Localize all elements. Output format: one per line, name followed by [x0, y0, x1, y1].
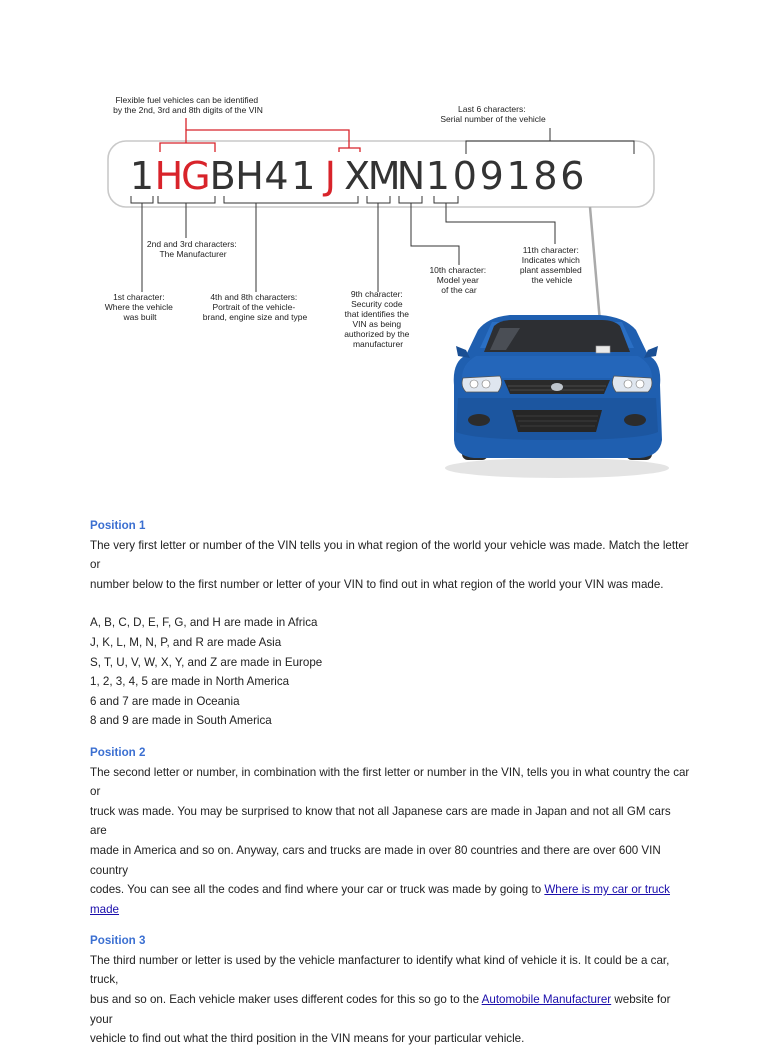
section-position-1 — [90, 516, 690, 731]
region-item: A, B, C, D, E, F, G, and H are made in Africa — [90, 616, 318, 630]
heading-position-2: Position 2 — [90, 745, 146, 759]
label-11th: 11th character: Indicates which plant assembled the vehicle — [519, 245, 582, 285]
region-item: 8 and 9 are made in South America — [90, 714, 272, 728]
vin-char: G — [181, 154, 211, 198]
vin-characters — [130, 154, 585, 198]
vin-char: 1 — [291, 154, 316, 198]
section-position-3 — [90, 931, 690, 1049]
vin-diagram — [0, 0, 768, 500]
label-flex-fuel: Flexible fuel vehicles can be identified by the 2nd, 3rd and 8th digits of the VIN — [113, 95, 263, 115]
vin-char: J — [324, 154, 336, 198]
vin-char: 9 — [479, 154, 504, 198]
position-2-line-4-text: codes. You can see all the codes and find where your car or truck was made by going to — [90, 883, 545, 897]
vin-char: H — [235, 154, 264, 198]
label-10th: 10th character: Model year of the car — [429, 265, 487, 295]
region-item: S, T, U, V, W, X, Y, and Z are made in Europe — [90, 655, 323, 669]
vin-char: 1 — [506, 154, 531, 198]
position-3-line-2-after: website for your — [90, 993, 671, 1026]
vin-char: 1 — [425, 154, 450, 198]
region-item: 6 and 7 are made in Oceania — [90, 694, 240, 708]
vin-char: 8 — [533, 154, 558, 198]
vin-char: M — [367, 154, 401, 198]
automobile-manufacturer-link[interactable]: Automobile Manufacturer — [481, 993, 612, 1007]
vin-char: N — [396, 154, 426, 198]
position-2-line-3: made in America and so on. Anyway, cars and trucks are made in over 80 countries and there are over 600 VIN country — [90, 843, 661, 877]
vin-char: 0 — [452, 154, 477, 198]
position-2-line-4 — [90, 880, 690, 919]
vin-char: 4 — [264, 154, 289, 198]
position-1-line-1: The very first letter or number of the VIN tells you in what region of the world your vehicle was made. Match the letter or — [90, 538, 689, 572]
region-list — [90, 613, 690, 731]
vin-char: X — [344, 154, 371, 198]
region-item: J, K, L, M, N, P, and R are made Asia — [90, 635, 282, 649]
position-2-line-2: truck was made. You may be surprised to know that not all Japanese cars are made in Japan and not all GM cars are — [90, 804, 671, 838]
heading-position-3: Position 3 — [90, 934, 146, 948]
label-2nd-3rd: 2nd and 3rd characters: The Manufacturer — [146, 239, 237, 259]
position-1-line-2: number below to the first number or letter of your VIN to find out in what region of the world your VIN was made. — [90, 577, 664, 591]
vin-char: B — [209, 154, 236, 198]
region-item: 1, 2, 3, 4, 5 are made in North America — [90, 675, 290, 689]
label-last6: Last 6 characters: Serial number of the vehicle — [440, 104, 546, 124]
position-3-line-1: The third number or letter is used by the vehicle manfacturer to identify what kind of vehicle it is. It could be a car, truck, — [90, 953, 670, 987]
vin-char: 1 — [129, 154, 155, 198]
car-illustration — [445, 315, 669, 478]
section-position-2 — [90, 743, 690, 919]
position-3-line-2-text: bus and so on. Each vehicle maker uses different codes for this so go to the — [90, 993, 482, 1007]
vin-char: H — [154, 154, 184, 198]
position-3-line-3: vehicle to find out what the third position in the VIN means for your particular vehicle. — [90, 1032, 525, 1046]
where-is-my-car-link[interactable]: Where is my car or truck made — [90, 883, 670, 916]
label-1st: 1st character: Where the vehicle was built — [104, 292, 173, 322]
label-4th-8th: 4th and 8th characters: Portrait of the vehicle- brand, engine size and type — [202, 292, 308, 322]
vin-char: 6 — [560, 154, 585, 198]
heading-position-1: Position 1 — [90, 519, 146, 532]
article-content — [90, 516, 690, 1061]
position-2-line-1: The second letter or number, in combination with the first letter or number in the VIN, tells you in what country the car or — [90, 765, 690, 799]
label-9th: 9th character: Security code that identifies the VIN as being authorized by the manufacturer — [344, 289, 410, 349]
position-3-line-2 — [90, 990, 690, 1029]
